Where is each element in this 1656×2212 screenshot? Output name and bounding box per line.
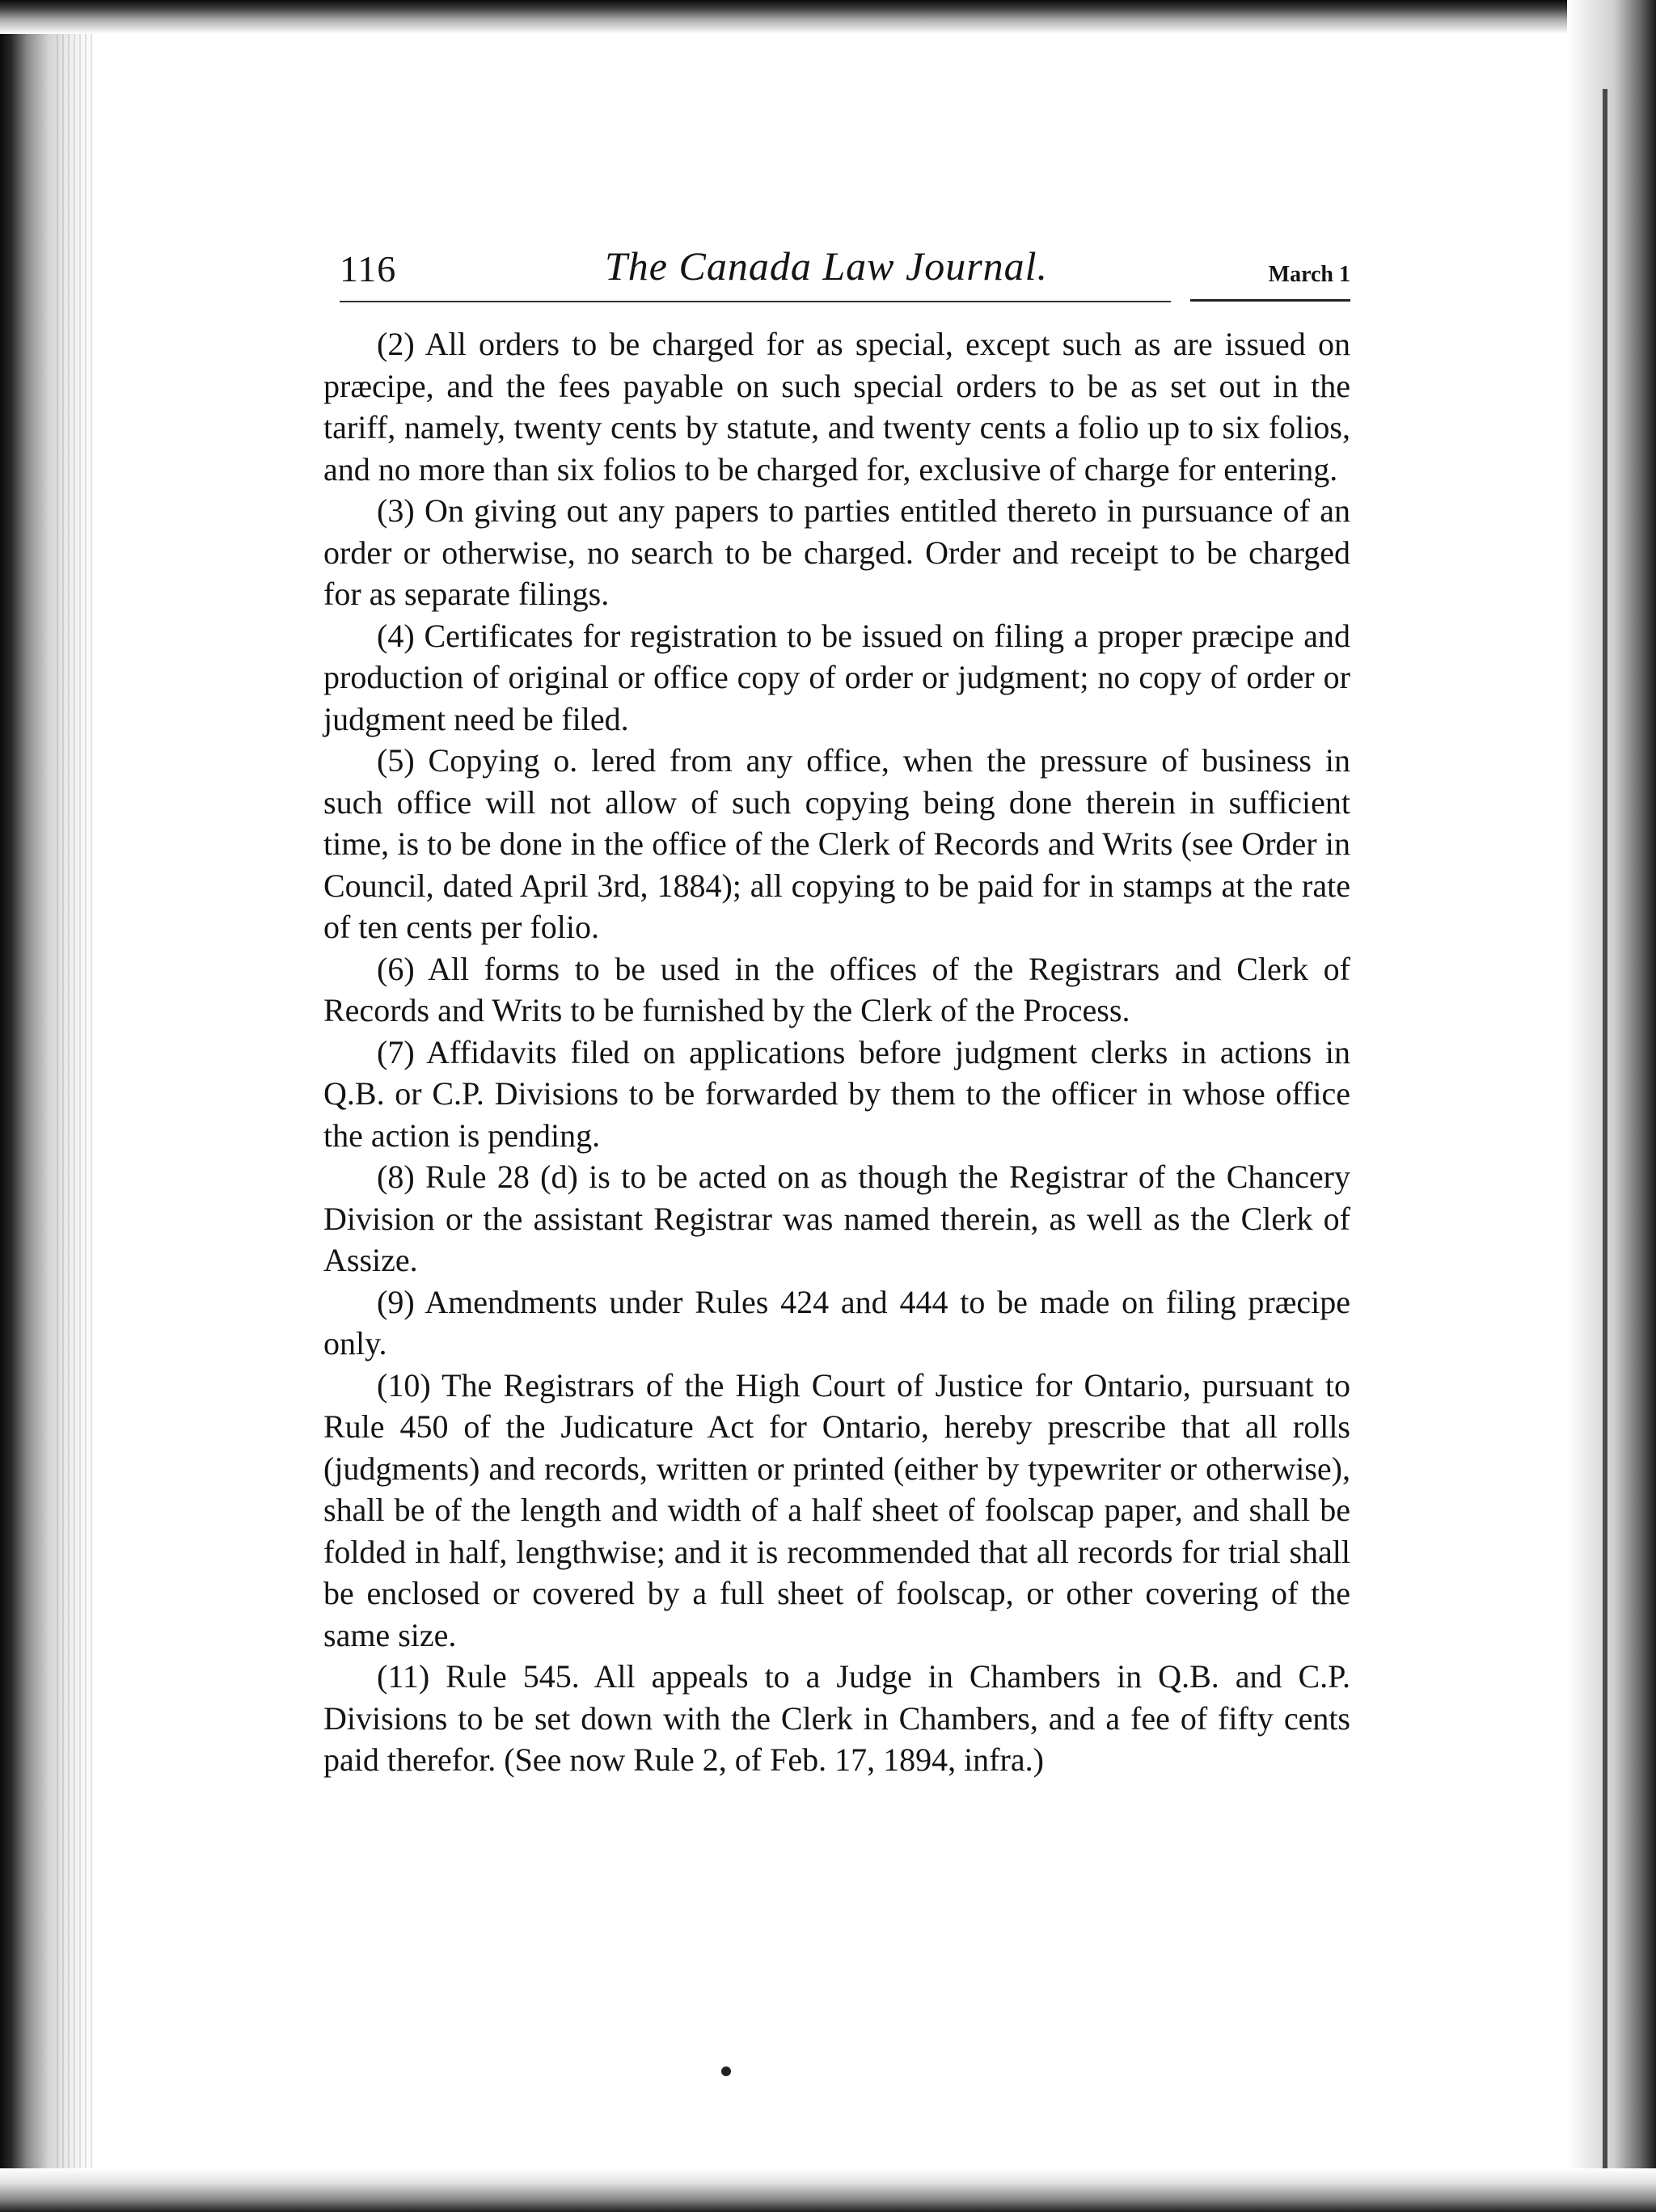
journal-title: The Canada Law Journal.: [605, 243, 1049, 289]
clause-6: (6) All forms to be used in the offices of the Registrars and Clerk of Records and Writs to be furnished by the Clerk of the Process.: [323, 950, 1350, 1028]
scan-edge-bottom: [0, 2168, 1656, 2212]
header-rule-right: [1190, 299, 1350, 302]
journal-page: [323, 243, 1350, 1778]
clause-2: (2) All orders to be charged for as special, except such as are issued on præcipe, and the fees payable on such special orders to be as set out in the tariff, namely, twenty cents by statute, and twenty cents a folio up to six folios, and no more than six folios to be charged for, exclusive of charge for entering.: [323, 326, 1350, 488]
clause-3: (3) On giving out any papers to parties entitled thereto in pursuance of an order or otherwise, no search to be charged. Order and receipt to be charged for as separate filings.: [323, 492, 1350, 612]
header-rule: [340, 301, 1171, 302]
scan-edge-right: [1567, 0, 1656, 2212]
scan-edge-top: [0, 0, 1656, 34]
clause-4: (4) Certificates for registration to be issued on filing a proper præcipe and production of original or office copy of order or judgment; no copy of order or judgment need be filed.: [323, 617, 1350, 737]
clause-7: (7) Affidavits filed on applications before judgment clerks in actions in Q.B. or C.P. Divisions to be forwarded by them to the officer in whose office the action is pending.: [323, 1033, 1350, 1154]
issue-date: March 1: [1268, 262, 1350, 287]
page-number: 116: [340, 248, 397, 289]
page-ink-dot: [721, 2066, 731, 2076]
clause-5: (5) Copying o. lered from any office, when the pressure of business in such office will not allow of such copying being done therein in sufficient time, is to be done in the office of the Clerk of Records and Writs (see Order in Council, dated April 3rd, 1884); all copying to be paid for in stamps at the rate of ten cents per folio.: [323, 742, 1350, 945]
clause-9: (9) Amendments under Rules 424 and 444 to be made on filing præcipe only.: [323, 1283, 1350, 1361]
running-head: [323, 243, 1350, 307]
clause-list: [323, 323, 1350, 1781]
clause-11: (11) Rule 545. All appeals to a Judge in Chambers in Q.B. and C.P. Divisions to be set down with the Clerk in Chambers, and a fee of fifty cents paid therefor. (See now Rule 2, of Feb. 17, 1894, infra.): [323, 1658, 1350, 1778]
clause-10: (10) The Registrars of the High Court of Justice for Ontario, pursuant to Rule 450 of the Judicature Act for Ontario, hereby prescribe that all rolls (judgments) and records, written or printed (either by typewriter or otherwise), shall be of the length and width of a half sheet of foolscap paper, and shall be folded in half, lengthwise; and it is recommended that all records for trial shall be enclosed or covered by a full sheet of foolscap, or other covering of the same size.: [323, 1366, 1350, 1653]
scan-edge-texture: [57, 0, 92, 2212]
clause-8: (8) Rule 28 (d) is to be acted on as though the Registrar of the Chancery Division or the assistant Registrar was named therein, as well as the Clerk of Assize.: [323, 1159, 1350, 1278]
scan-gutter-line: [1603, 89, 1607, 2191]
